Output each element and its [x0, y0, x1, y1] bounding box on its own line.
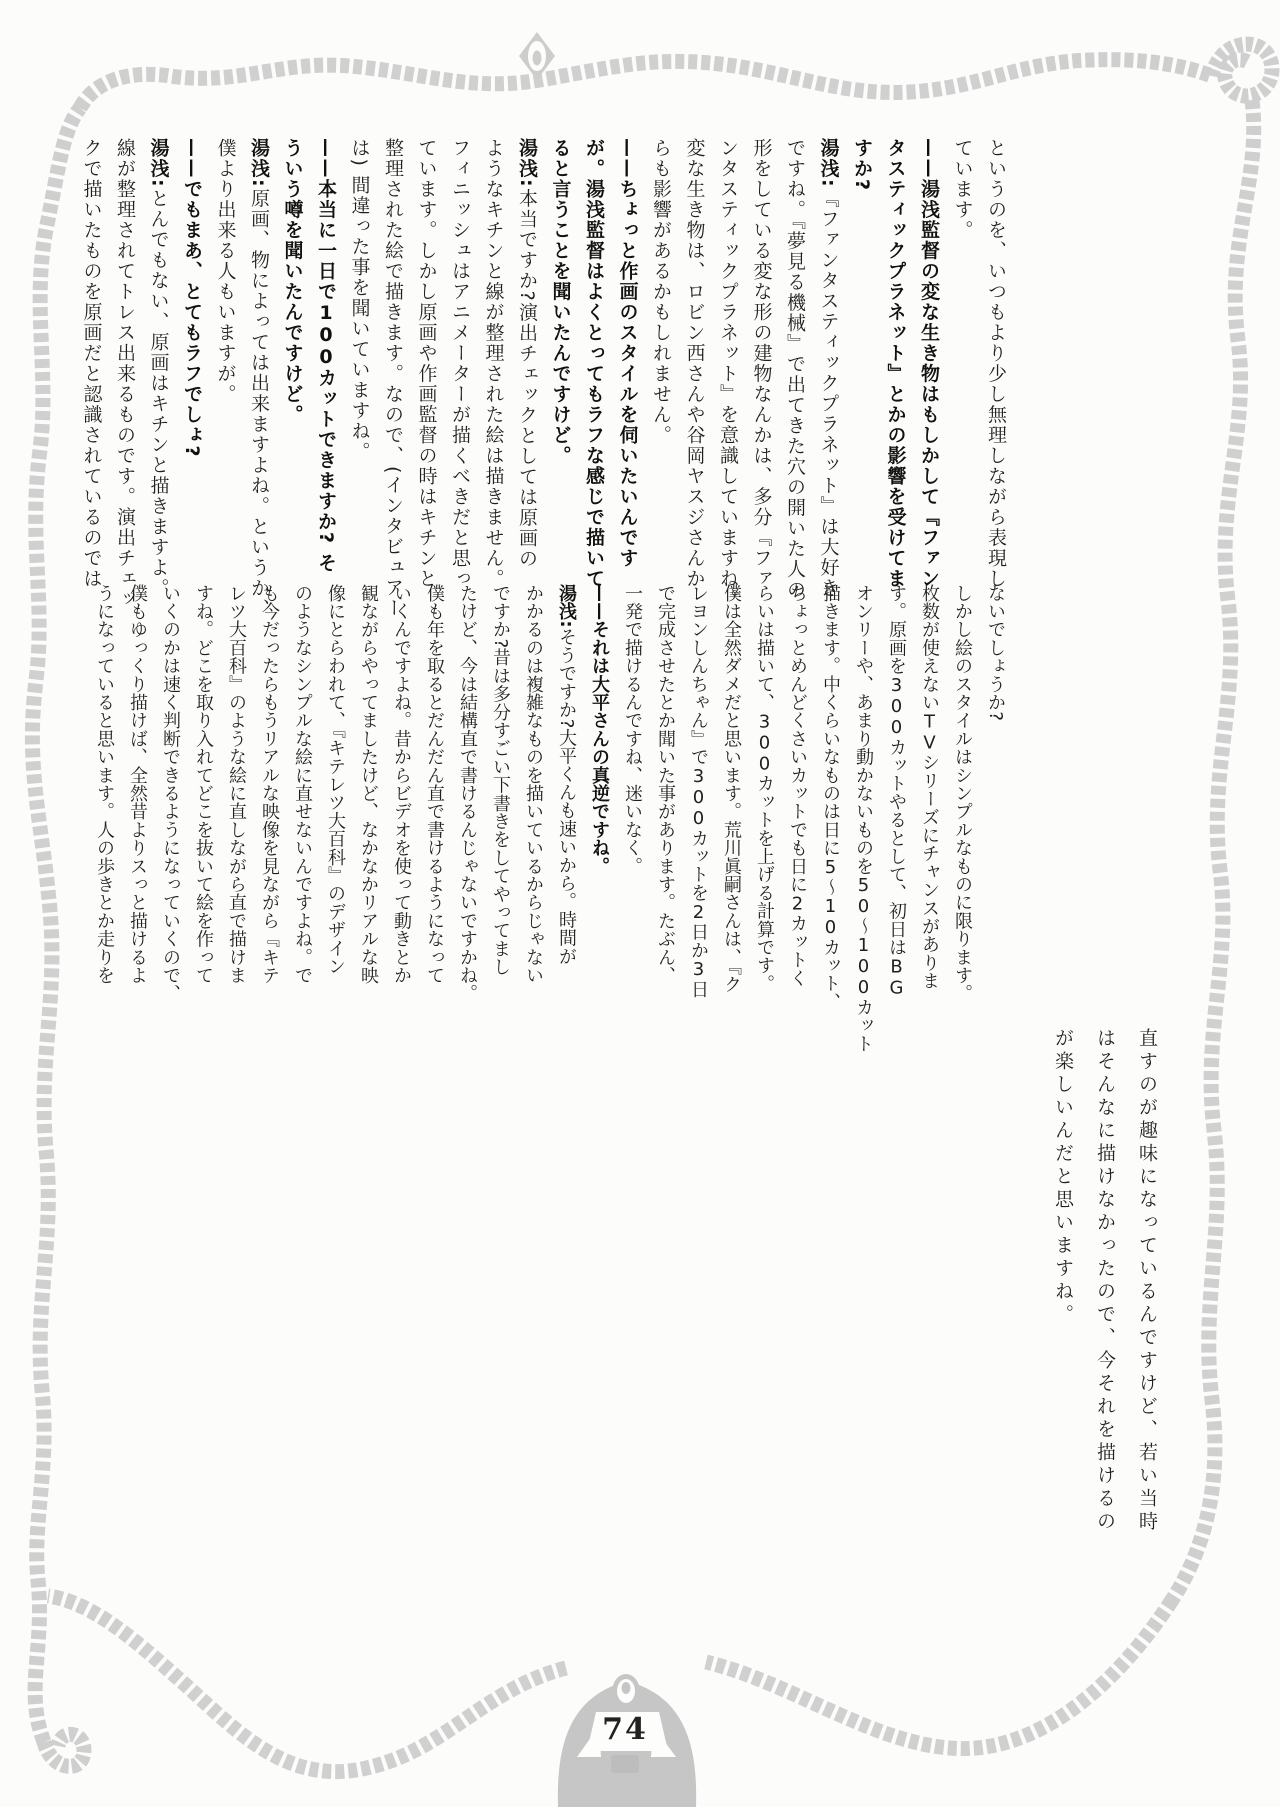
text-column: というのを、いつもより少し無理しながら表現し [985, 138, 1007, 589]
text-column [275, 138, 309, 608]
text-column: うになっていると思います。人の歩きとか走りを [94, 584, 115, 985]
upright-run: TV [919, 711, 940, 754]
text-column: 湯浅:そうですか?大平くんも速いから。時間が [556, 584, 577, 966]
text-column: 僕は全然ダメだと思います。荒川眞嗣さんは、『ク [721, 584, 742, 994]
text-column [543, 138, 577, 608]
bold-text: ——湯浅監督の変な生き物はもしかして『ファン [918, 138, 940, 589]
text-column: レヨンしんちゃん』で300カットを2日か3日 [688, 584, 709, 999]
upright-run: 50〜100 [853, 875, 874, 999]
bold-text: 湯浅: [556, 584, 577, 628]
text-column: 僕より出来る人もいますが。 [214, 138, 237, 405]
text-column [912, 138, 946, 608]
text-column: 湯浅:とんでもない、原画はキチンと描きますよ。 [147, 138, 170, 599]
rope-spiral-top-right [1212, 44, 1272, 96]
text-column: たけど、今は結構直で書けるんじゃないですかね。 [457, 584, 478, 1003]
text-column: フィニッシュはアニメーターが描くべきだと思っ [449, 138, 471, 589]
text-column: ています。しかし原画や作画監督の時はキチンと [415, 138, 438, 589]
text-column: 直すのが趣味になっているんですけど、若い当時 [1136, 1028, 1158, 1534]
text-column: が楽しいんだと思いますね。 [1052, 1028, 1074, 1327]
text-column: ないでしょうか? [985, 584, 1006, 722]
bold-text: ——ちょっと作画のスタイルを伺いたいんです [616, 138, 639, 569]
bold-text: 湯浅: [516, 138, 538, 189]
text-column: ですね。『夢見る機械』で出てきた穴の開いた人の [784, 138, 806, 600]
bold-text: ——それは大平さんの真逆ですね。 [589, 584, 610, 876]
text-column: 湯浅:本当ですか?演出チェックとしては原画の [516, 138, 538, 569]
text-column: いくんですよね。昔からビデオを使って動きとか [391, 584, 412, 985]
mascot-eye-pupil [622, 1682, 631, 1694]
text-column: 変な生き物は、ロビン西さんや谷岡ヤスジさんか [683, 138, 706, 589]
text-column [309, 138, 343, 608]
text-column: 枚数が使えないTVシリーズにチャンスがありま [919, 584, 940, 991]
interview-text-block-middle [88, 584, 1012, 1053]
text-column: のようなシンプルな絵に直せないんですよね。で [292, 584, 313, 985]
text-column: クで描いたものを原画だと認識されているのでは [80, 138, 103, 589]
rope-bottom-right-swoop [706, 1600, 1172, 1749]
text-column: すね。どこを取り入れてどこを抜いて絵を作って [193, 584, 214, 985]
text-column: 僕もゆっくり描けば、全然昔よりスっと描けるよ [127, 584, 148, 985]
text-column: らいは描いて、300カットを上げる計算です。 [754, 584, 775, 993]
text-column: で完成させたとか聞いた事があります。たぶん、 [655, 584, 676, 985]
bold-text: 湯浅: [147, 138, 170, 189]
upright-run: 300 [754, 711, 775, 775]
bold-text: タスティックプラネット』とかの影響を受けてま [884, 138, 907, 589]
bold-text: 湯浅: [248, 138, 270, 189]
upright-run: BG [886, 956, 907, 999]
text-column: 形をしている変な形の建物なんかは、多分『ファ [750, 138, 773, 589]
text-column: ています。 [951, 138, 974, 241]
text-column: レツ大百科』のような絵に直しながら直で描けま [226, 584, 247, 985]
page-number: 74 [602, 1712, 648, 1747]
text-column [845, 138, 879, 608]
text-column: かかるのは複雑なものを描いているからじゃない [523, 584, 544, 985]
text-column: ようなキチンと線が整理された絵は描きません。 [482, 138, 505, 589]
text-column: は) 間違った事を聞いていますね。 [348, 138, 371, 462]
interview-text-block-closing [1042, 1028, 1168, 1568]
upright-run: 100 [315, 302, 337, 368]
text-column [878, 138, 912, 608]
text-column: す。原画を300カットやるとして、初日はBG [886, 584, 907, 999]
upright-run: 3 [688, 959, 709, 981]
text-column: 像にとらわれて、『キテレツ大百科』のデザイン [325, 584, 346, 976]
text-column: 描きます。中くらいなものは日に5〜10カット、 [820, 584, 841, 1011]
text-column: オンリーや、あまり動かないものを50〜100カット [853, 584, 874, 1053]
bold-text: すか? [851, 138, 873, 192]
text-column: 観ながらやってましたけど、なかなかリアルな映 [358, 584, 379, 985]
text-column: らも影響があるかもしれません。 [650, 138, 672, 446]
text-column: ちょっとめんどくさいカットでも日に2カットく [787, 584, 808, 988]
text-column: ンタスティックプラネット』を意識していますね。 [717, 138, 739, 610]
text-column: しかし絵のスタイルはシンプルなものに限ります。 [952, 584, 973, 1003]
text-column: 湯浅:原画、物によっては出来ますよね。というか、 [248, 138, 270, 619]
text-column: はそんなに描けなかったので、今それを描けるの [1094, 1028, 1116, 1534]
text-column [175, 138, 209, 608]
upright-run: 300 [886, 675, 907, 738]
rope-bottom-left-swoop [48, 1596, 566, 1772]
upright-run: 5〜10 [820, 857, 841, 938]
text-column: いくのかは速く判断できるようになっていくので、 [160, 584, 181, 1003]
text-column [583, 584, 616, 1024]
rope-right-edge [1172, 100, 1254, 1600]
bold-text: が。湯浅監督はよくとってもラフな感じで描いて [583, 138, 605, 589]
text-column: ですか?昔は多分すごい下書きをしてやってまし [490, 584, 511, 976]
text-column: 僕も年を取るとだんだん直で書けるようになって [424, 584, 445, 985]
rope-top-edge [80, 60, 1212, 108]
rope-left-edge [32, 108, 80, 1742]
upright-run: 300 [688, 766, 709, 829]
upright-run: 2 [688, 901, 709, 923]
mascot-mouth [611, 1755, 639, 1773]
bold-text: ——本当に一日で100カットできますか? そ [315, 138, 337, 574]
text-column [577, 138, 611, 608]
text-column: も今だったらもうリアルな映像を見ながら『キテ [259, 584, 280, 985]
bold-text: ういう噂を聞いたんですけど。 [281, 138, 304, 425]
upright-run: 2 [787, 893, 808, 915]
text-column: 線が整理されてトレス出来るものです。演出チェッ [114, 138, 136, 610]
bold-text: 湯浅: [817, 138, 840, 189]
text-column: 一発で描けるんですね、迷いなく。 [622, 584, 643, 876]
text-column: 湯浅:『ファンタスティックプラネット』は大好き [817, 138, 840, 599]
bold-text: ると言うことを聞いたんですけど。 [549, 138, 572, 466]
text-column: 整理された絵で描きます。なので、(インタビュアー [382, 138, 404, 619]
bold-text: ——でもまあ、とてもラフでしょ? [181, 138, 203, 459]
interview-text-block-top [74, 138, 1012, 619]
text-column [610, 138, 644, 608]
